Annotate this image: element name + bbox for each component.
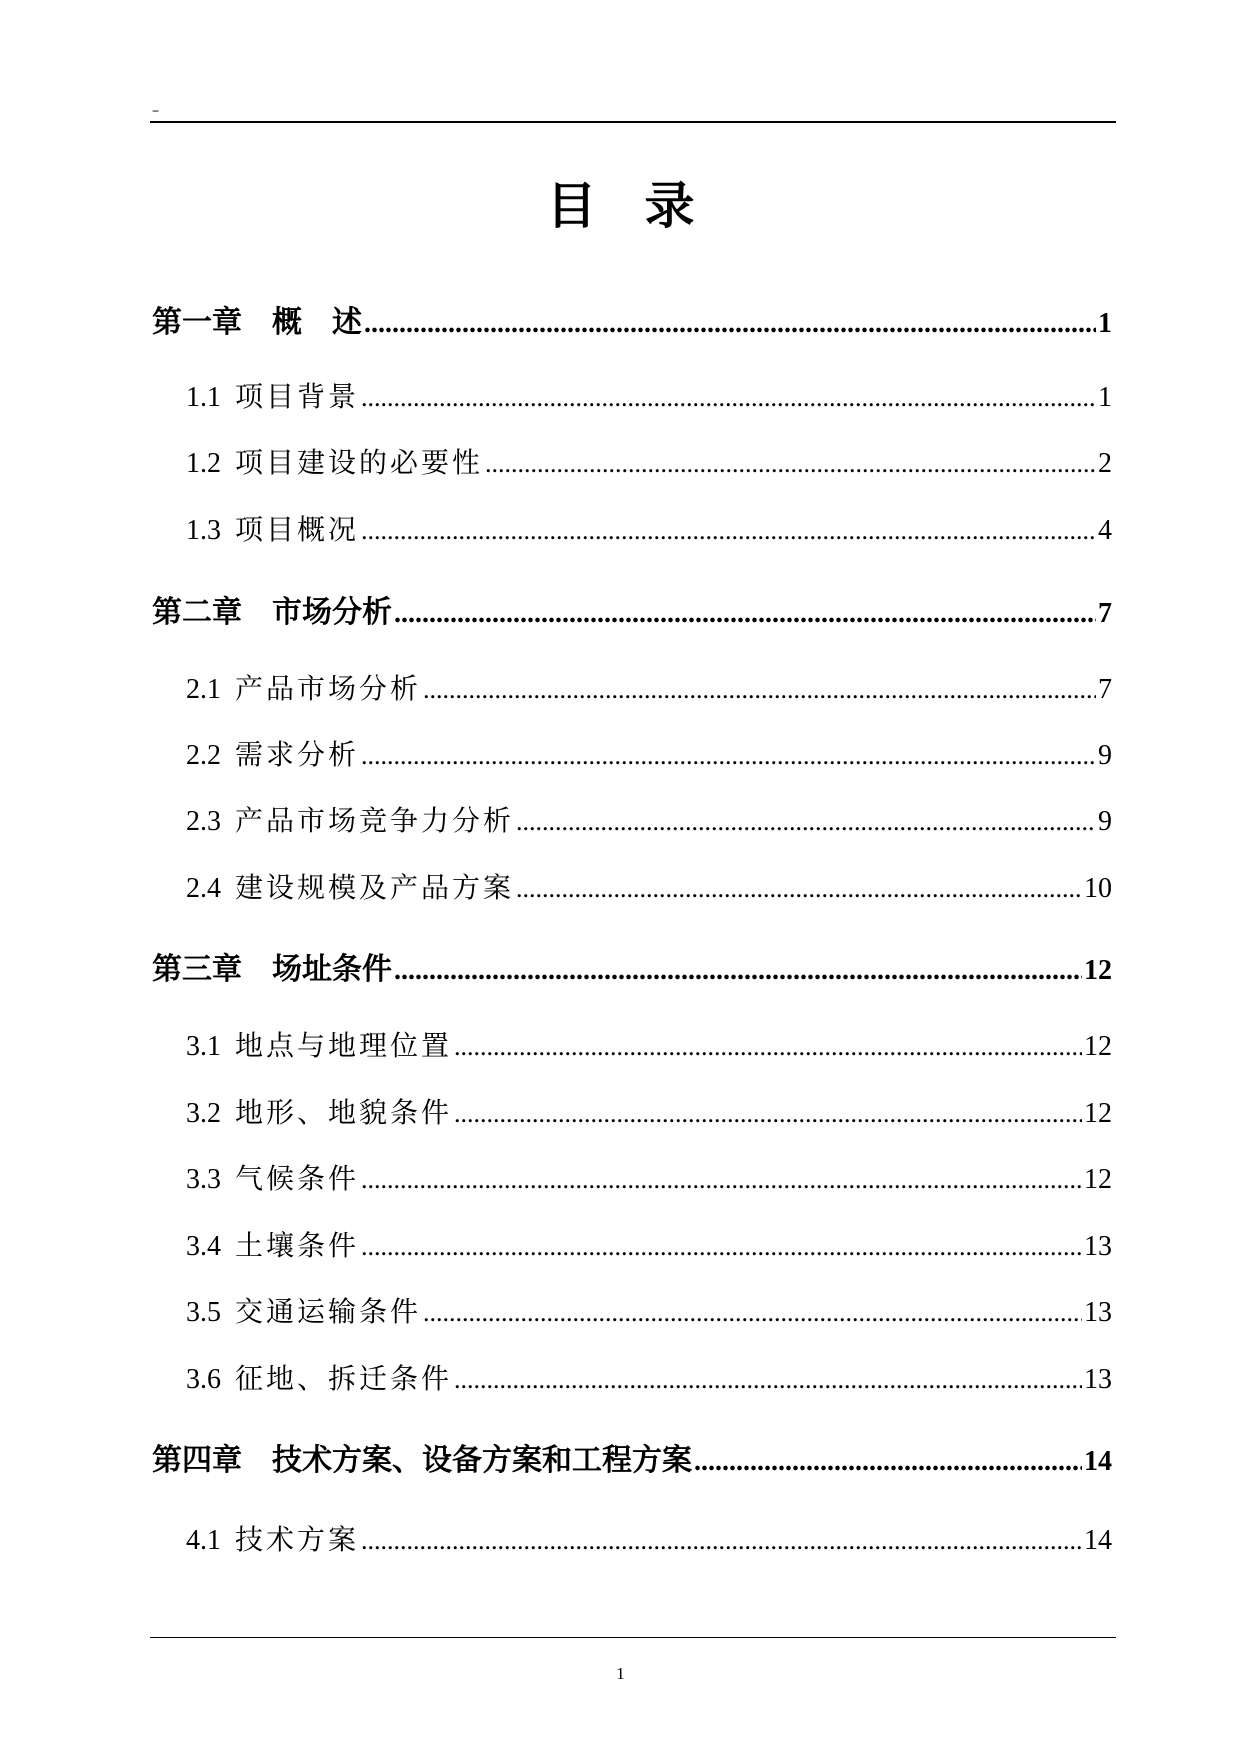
toc-section-number: 3.3	[186, 1164, 221, 1195]
toc-entry-label: 第一章 概 述	[152, 305, 362, 340]
toc-section-number: 1.1	[186, 382, 221, 413]
toc-page-number: 7	[1098, 598, 1112, 629]
toc-section-number: 2.4	[186, 873, 221, 904]
toc-entry-title	[186, 1027, 452, 1066]
toc-entry-label: 第二章 市场分析	[152, 595, 392, 630]
toc-dot-leader	[516, 803, 1096, 841]
toc-dot-leader	[361, 512, 1096, 550]
toc-section-number: 3.5	[186, 1297, 221, 1328]
toc-entry-label: 征地、拆迁条件	[235, 1362, 453, 1395]
toc-page-number: 2	[1098, 448, 1112, 479]
toc-page-number: 9	[1098, 806, 1112, 837]
toc-entry-label: 建设规模及产品方案	[235, 871, 515, 904]
toc-section-entry[interactable]	[186, 1094, 1112, 1133]
toc-section-entry[interactable]	[186, 444, 1112, 483]
toc-dot-leader	[454, 1095, 1082, 1133]
toc-chapter-entry[interactable]	[152, 303, 1112, 344]
toc-dot-leader	[361, 1522, 1082, 1560]
toc-entry-label: 项目概况	[235, 513, 360, 546]
toc-entry-title	[186, 802, 514, 841]
toc-entry-label: 地点与地理位置	[235, 1029, 453, 1062]
toc-dot-leader	[361, 1161, 1082, 1199]
toc-dot-leader	[364, 304, 1096, 344]
toc-entry-title	[186, 1360, 452, 1399]
toc-chapter-entry[interactable]	[152, 593, 1112, 634]
toc-dot-leader	[394, 594, 1096, 634]
toc-dot-leader	[423, 671, 1096, 709]
toc-page-number: 12	[1084, 1031, 1112, 1062]
toc-entry-title	[186, 736, 359, 775]
toc-section-entry[interactable]	[186, 869, 1112, 908]
toc-section-number: 3.6	[186, 1364, 221, 1395]
toc-section-number: 2.2	[186, 740, 221, 771]
toc-entry-title	[186, 378, 359, 417]
toc-page-number: 10	[1084, 873, 1112, 904]
toc-entry-title	[186, 1094, 452, 1133]
toc-page-number: 12	[1084, 955, 1112, 986]
header-mark: –	[152, 103, 159, 119]
toc-page-number: 13	[1084, 1231, 1112, 1262]
toc-entry-title	[152, 303, 362, 343]
toc-entry-label: 产品市场竞争力分析	[235, 804, 515, 837]
toc-entry-title	[186, 670, 421, 709]
toc-entry-label: 交通运输条件	[235, 1295, 422, 1328]
toc-section-entry[interactable]	[186, 802, 1112, 841]
toc-dot-leader	[361, 1228, 1082, 1266]
toc-section-entry[interactable]	[186, 1521, 1112, 1560]
toc-page-number: 13	[1084, 1297, 1112, 1328]
toc-entry-title	[186, 1227, 359, 1266]
toc-section-entry[interactable]	[186, 1360, 1112, 1399]
toc-page-number: 7	[1098, 674, 1112, 705]
toc-entry-label: 第三章 场址条件	[152, 952, 392, 987]
toc-section-number: 4.1	[186, 1525, 221, 1556]
toc-entry-title	[152, 1441, 692, 1481]
toc-section-entry[interactable]	[186, 736, 1112, 775]
toc-dot-leader	[454, 1028, 1082, 1066]
toc-section-number: 3.1	[186, 1031, 221, 1062]
toc-entry-label: 气候条件	[235, 1162, 360, 1195]
toc-entry-title	[152, 593, 392, 633]
toc-page-number: 9	[1098, 740, 1112, 771]
footer-page-number: 1	[616, 1664, 625, 1683]
toc-section-number: 3.4	[186, 1231, 221, 1262]
footer-rule	[150, 1637, 1116, 1638]
toc-entry-label: 地形、地貌条件	[235, 1096, 453, 1129]
toc-page-number: 12	[1084, 1098, 1112, 1129]
toc-dot-leader	[423, 1294, 1082, 1332]
toc-dot-leader	[454, 1361, 1082, 1399]
toc-dot-leader	[485, 445, 1096, 483]
toc-entry-label: 项目建设的必要性	[235, 446, 484, 479]
toc-page-number: 14	[1084, 1525, 1112, 1556]
toc-section-entry[interactable]	[186, 1160, 1112, 1199]
toc-entry-label: 产品市场分析	[235, 672, 422, 705]
toc-chapter-entry[interactable]	[152, 950, 1112, 991]
toc-page-number: 4	[1098, 515, 1112, 546]
toc-entry-title	[152, 950, 392, 990]
toc-entry-label: 技术方案	[235, 1523, 360, 1556]
toc-section-entry[interactable]	[186, 1293, 1112, 1332]
header-rule	[150, 121, 1116, 123]
toc-entry-label: 第四章 技术方案、设备方案和工程方案	[152, 1443, 692, 1478]
toc-chapter-entry[interactable]	[152, 1441, 1112, 1482]
toc-entry-label: 需求分析	[235, 738, 360, 771]
toc-section-entry[interactable]	[186, 1027, 1112, 1066]
toc-dot-leader	[361, 737, 1096, 775]
toc-entry-title	[186, 1160, 359, 1199]
toc-page-number: 1	[1098, 308, 1112, 339]
toc-section-entry[interactable]	[186, 670, 1112, 709]
toc-section-entry[interactable]	[186, 378, 1112, 417]
toc-section-number: 1.2	[186, 448, 221, 479]
toc-page-number: 12	[1084, 1164, 1112, 1195]
toc-entry-title	[186, 444, 483, 483]
toc-section-entry[interactable]	[186, 1227, 1112, 1266]
toc-dot-leader	[694, 1442, 1082, 1482]
toc-page-number: 14	[1084, 1446, 1112, 1477]
toc-dot-leader	[394, 951, 1082, 991]
toc-dot-leader	[516, 870, 1082, 908]
toc-entry-title	[186, 869, 514, 908]
toc-entry-label: 土壤条件	[235, 1229, 360, 1262]
toc-section-number: 3.2	[186, 1098, 221, 1129]
page-title: 目录	[546, 177, 743, 235]
toc-section-number: 1.3	[186, 515, 221, 546]
toc-entry-title	[186, 1521, 359, 1560]
toc-page-number: 1	[1098, 382, 1112, 413]
toc-page-number: 13	[1084, 1364, 1112, 1395]
toc-section-entry[interactable]	[186, 511, 1112, 550]
toc-section-number: 2.1	[186, 674, 221, 705]
toc-entry-title	[186, 511, 359, 550]
toc-entry-title	[186, 1293, 421, 1332]
toc-section-number: 2.3	[186, 806, 221, 837]
toc-dot-leader	[361, 379, 1096, 417]
toc-entry-label: 项目背景	[235, 380, 360, 413]
